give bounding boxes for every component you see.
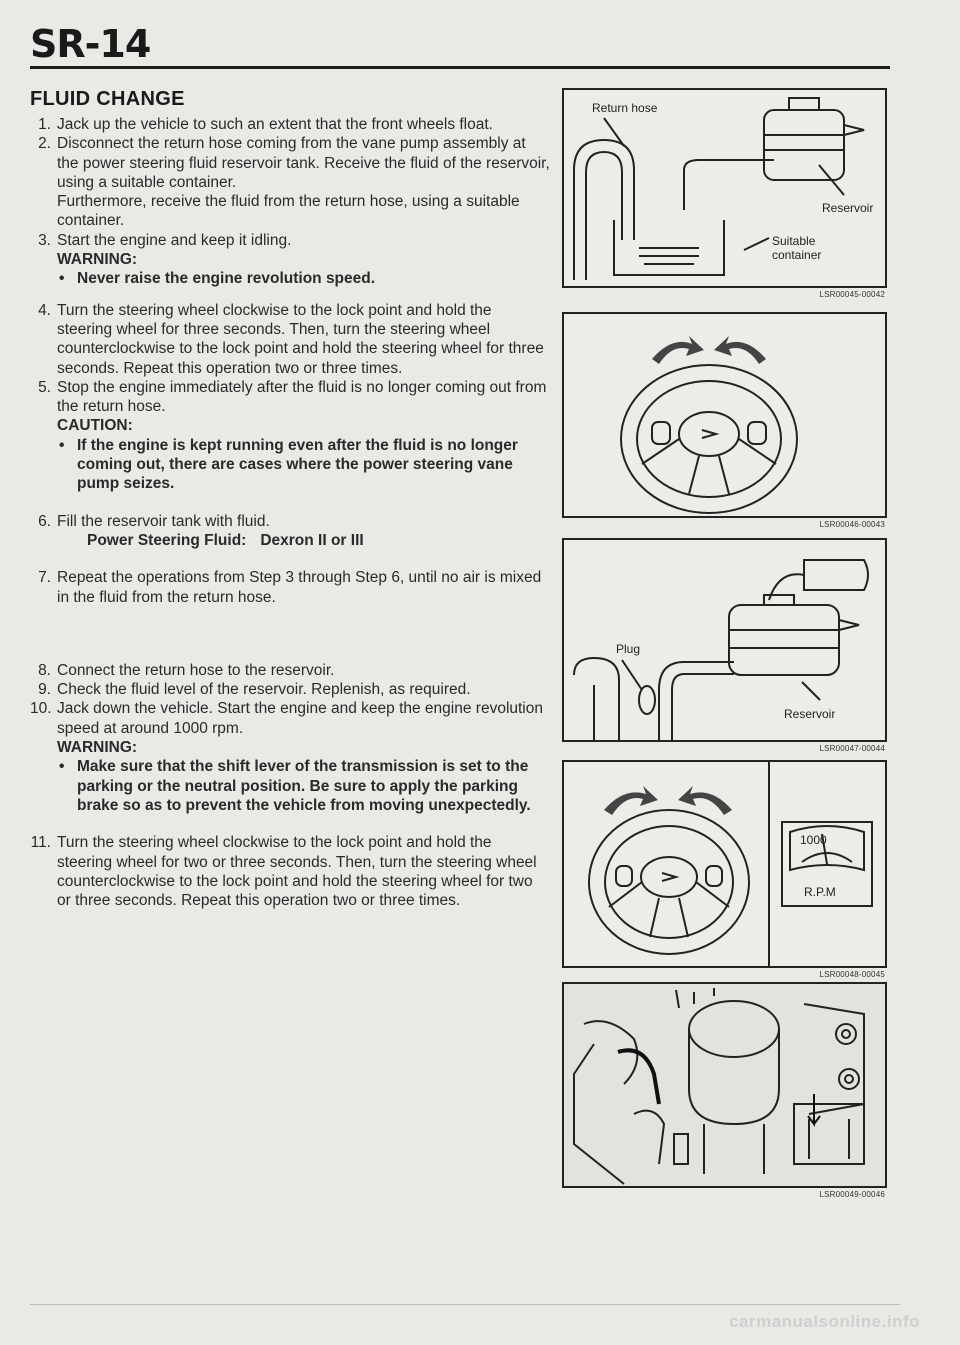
arrow-clockwise-icon: [714, 336, 766, 364]
figure-code: LSR00046-00043: [819, 520, 885, 529]
reservoir-shape: [729, 605, 839, 675]
gauge-value: 1000: [800, 833, 827, 847]
fluid-spec: [57, 531, 550, 550]
caution-bullet: • If the engine is kept running even after the fluid is no longer coming out, there are cases where the power steering vane pump seizes.: [57, 436, 550, 494]
gauge-unit: R.P.M: [804, 885, 836, 899]
step-text: Start the engine and keep it idling.: [57, 231, 292, 249]
figure-code: LSR00047-00044: [819, 744, 885, 753]
step-text: Jack down the vehicle. Start the engine and keep the engine revolution speed at around 1000 rpm.: [57, 700, 543, 737]
label-reservoir: Reservoir: [784, 707, 836, 721]
step-text: Turn the steering wheel clockwise to the lock point and hold the steering wheel for two or three seconds. Then, turn the steering wheel counterclockwise to the lock point and hold the steering wheel for two or three seconds. Repeat this operation two or three times.: [57, 834, 537, 910]
figure-code: LSR00048-00045: [819, 970, 885, 979]
label-plug: Plug: [616, 642, 641, 656]
step-number: 11.: [30, 834, 51, 852]
fluid-bottle-shape: [804, 560, 868, 590]
step-text-continued: Furthermore, receive the fluid from the return hose, using a suitable container.: [57, 193, 520, 230]
step-text: Jack up the vehicle to such an extent that the front wheels float.: [57, 116, 493, 133]
step-text: Connect the return hose to the reservoir.: [57, 661, 335, 679]
step-number: 5.: [38, 378, 51, 396]
return-hose-shape: [574, 140, 634, 280]
label-container: container: [772, 248, 822, 262]
step-number: 4.: [38, 301, 51, 319]
warning-bullet: • Make sure that the shift lever of the transmission is set to the parking or the neutral position. Be sure to apply the parking brake so as to prevent the vehicle from moving unexpectedly.: [57, 757, 550, 815]
step-7: [30, 568, 550, 607]
section-title: FLUID CHANGE: [30, 88, 185, 110]
steering-wheel-rim: [621, 365, 797, 513]
steering-wheel-rim: [589, 810, 749, 954]
step-text: Check the fluid level of the reservoir. Replenish, as required.: [57, 681, 471, 699]
step-number: 9.: [38, 681, 51, 699]
warning-bullet: • Never raise the engine revolution speed.: [57, 269, 550, 288]
step-9: [30, 680, 550, 699]
step-number: 2.: [38, 135, 51, 153]
procedure-text: [30, 88, 550, 910]
label-return-hose: Return hose: [592, 101, 658, 115]
figure-steering-and-rpm: [562, 760, 887, 979]
step-2: [30, 134, 550, 230]
step-text: Turn the steering wheel clockwise to the lock point and hold the steering wheel for three seconds. Then, turn the steering wheel counterclockwise to the lock point and hold the steering wheel for three seconds. Repeat this operation two or three times.: [57, 301, 544, 377]
label-reservoir: Reservoir: [822, 201, 874, 215]
step-3: [30, 231, 550, 289]
spec-value: Dexron II or III: [260, 531, 364, 549]
spec-label: Power Steering Fluid:: [87, 531, 247, 549]
return-hose-illustration: [564, 90, 885, 286]
label-suitable: Suitable: [772, 234, 816, 248]
engine-bay-illustration: [564, 984, 885, 1186]
step-number: 1.: [38, 116, 51, 133]
step-5: [30, 378, 550, 494]
refill-illustration: [564, 540, 885, 740]
header-rule: [30, 66, 890, 69]
step-text: Stop the engine immediately after the fluid is no longer coming out from the return hose.: [57, 378, 547, 416]
arrow-counterclockwise-icon: [652, 336, 704, 364]
step-number: 10.: [30, 700, 52, 718]
page-header: [30, 22, 890, 66]
figure-steering-wheel-turn: [562, 312, 887, 529]
figure-refill-reservoir: [562, 538, 887, 753]
step-text: Fill the reservoir tank with fluid.: [57, 512, 270, 530]
figure-code: LSR00049-00046: [819, 1190, 885, 1199]
watermark: carmanualsonline.info: [729, 1312, 920, 1331]
step-text: Disconnect the return hose coming from the vane pump assembly at the power steering fluid reservoir tank. Receive the fluid of the reservoir, using a suitable container.: [57, 135, 550, 191]
step-6: [30, 512, 550, 551]
step-text: Repeat the operations from Step 3 through Step 6, until no air is mixed in the fluid from the return hose.: [57, 569, 542, 606]
figure-code: LSR00045-00042: [819, 290, 885, 299]
warning-label: WARNING:: [57, 251, 138, 269]
step-number: 7.: [38, 569, 51, 587]
arrow-counterclockwise-icon: [604, 786, 658, 815]
warning-label: WARNING:: [57, 739, 138, 757]
figure-engine-bay-reservoir: [562, 982, 887, 1199]
step-11: [30, 833, 550, 910]
step-number: 3.: [38, 231, 51, 249]
page-code: SR-14: [30, 22, 151, 66]
figure-return-hose: [562, 88, 887, 299]
step-number: 8.: [38, 661, 51, 679]
step-number: 6.: [38, 512, 51, 530]
steering-rpm-illustration: [564, 762, 885, 966]
caution-label: CAUTION:: [57, 417, 133, 435]
footer-rule: [30, 1304, 900, 1305]
step-1: [30, 115, 550, 134]
steering-wheel-illustration: [564, 314, 885, 516]
step-4: [30, 301, 550, 378]
step-10: [30, 699, 550, 815]
step-8: [30, 661, 550, 680]
